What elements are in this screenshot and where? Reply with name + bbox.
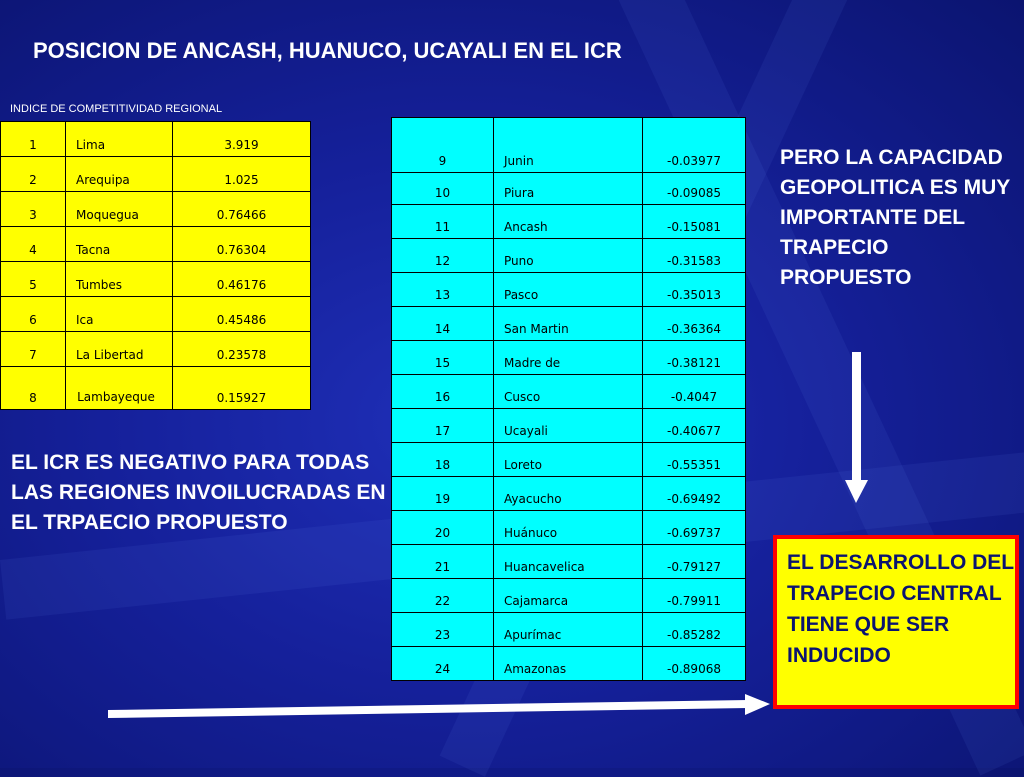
region-cell: Ancash [494, 205, 643, 239]
value-cell: -0.79911 [643, 579, 746, 613]
arrow-down-icon [845, 352, 868, 503]
region-cell: Amazonas [494, 647, 643, 681]
arrow-right-icon [108, 694, 770, 718]
region-cell: Puno [494, 239, 643, 273]
region-cell: Tacna [66, 227, 173, 262]
rank-cell: 12 [392, 239, 494, 273]
region-cell: Ayacucho [494, 477, 643, 511]
slide-title: POSICION DE ANCASH, HUANUCO, UCAYALI EN EL ICR [33, 38, 622, 63]
conclusion-text: EL DESARROLLO DEL TRAPECIO CENTRAL TIENE QUE SER INDUCIDO [787, 551, 1014, 667]
rank-cell: 5 [1, 262, 66, 297]
region-cell: Moquegua [66, 192, 173, 227]
region-cell: Apurímac [494, 613, 643, 647]
region-cell: Huancavelica [494, 545, 643, 579]
rank-cell: 1 [1, 122, 66, 157]
region-cell: Pasco [494, 273, 643, 307]
region-cell: Arequipa [66, 157, 173, 192]
region-label: Lambayeque [77, 390, 155, 404]
rank-cell: 4 [1, 227, 66, 262]
region-cell: Ica [66, 297, 173, 332]
region-cell: Loreto [494, 443, 643, 477]
value-cell: -0.40677 [643, 409, 746, 443]
region-cell: Junin [494, 118, 643, 173]
negative-icr-note: EL ICR ES NEGATIVO PARA TODAS LAS REGIONES INVOILUCRADAS EN EL TRPAECIO PROPUESTO [11, 451, 386, 534]
value-cell: -0.35013 [643, 273, 746, 307]
value-cell: 0.46176 [173, 262, 311, 297]
value-cell: -0.79127 [643, 545, 746, 579]
rank-cell: 23 [392, 613, 494, 647]
value-cell: 0.76304 [173, 227, 311, 262]
value-cell: -0.89068 [643, 647, 746, 681]
rank-cell: 7 [1, 332, 66, 367]
value-cell: 0.45486 [173, 297, 311, 332]
rank-cell: 13 [392, 273, 494, 307]
rank-cell: 6 [1, 297, 66, 332]
region-cell: Piura [494, 173, 643, 205]
rank-cell: 15 [392, 341, 494, 375]
region-cell: Cajamarca [494, 579, 643, 613]
rank-cell: 10 [392, 173, 494, 205]
region-cell: La Libertad [66, 332, 173, 367]
rank-cell: 16 [392, 375, 494, 409]
rank-cell: 24 [392, 647, 494, 681]
value-cell: 0.15927 [173, 367, 311, 410]
value-cell: -0.69737 [643, 511, 746, 545]
value-cell: -0.4047 [643, 375, 746, 409]
region-cell: San Martin [494, 307, 643, 341]
rank-cell: 21 [392, 545, 494, 579]
value-cell: -0.69492 [643, 477, 746, 511]
value-cell: -0.85282 [643, 613, 746, 647]
rank-cell: 17 [392, 409, 494, 443]
region-cell: Madre de [494, 341, 643, 375]
rank-cell: 22 [392, 579, 494, 613]
region-cell: Ucayali [494, 409, 643, 443]
value-cell: -0.03977 [643, 118, 746, 173]
rank-cell: 8 [1, 367, 66, 410]
value-cell: -0.31583 [643, 239, 746, 273]
region-cell: Lima [66, 122, 173, 157]
region-cell: Tumbes [66, 262, 173, 297]
rank-cell: 20 [392, 511, 494, 545]
rank-cell: 9 [392, 118, 494, 173]
rank-cell: 18 [392, 443, 494, 477]
region-cell: Cusco [494, 375, 643, 409]
slide-subtitle: INDICE DE COMPETITIVIDAD REGIONAL [10, 103, 223, 115]
rank-cell: 19 [392, 477, 494, 511]
value-cell: 1.025 [173, 157, 311, 192]
value-cell: -0.38121 [643, 341, 746, 375]
rank-cell: 2 [1, 157, 66, 192]
value-cell: 0.76466 [173, 192, 311, 227]
value-cell: -0.36364 [643, 307, 746, 341]
rank-cell: 14 [392, 307, 494, 341]
value-cell: 3.919 [173, 122, 311, 157]
geopolitical-capacity-note: PERO LA CAPACIDAD GEOPOLITICA ES MUY IMPORTANTE DEL TRAPECIO PROPUESTO [780, 146, 1010, 289]
region-cell: Huánuco [494, 511, 643, 545]
rank-cell: 3 [1, 192, 66, 227]
rank-cell: 11 [392, 205, 494, 239]
value-cell: -0.55351 [643, 443, 746, 477]
value-cell: 0.23578 [173, 332, 311, 367]
value-cell: -0.15081 [643, 205, 746, 239]
value-cell: -0.09085 [643, 173, 746, 205]
